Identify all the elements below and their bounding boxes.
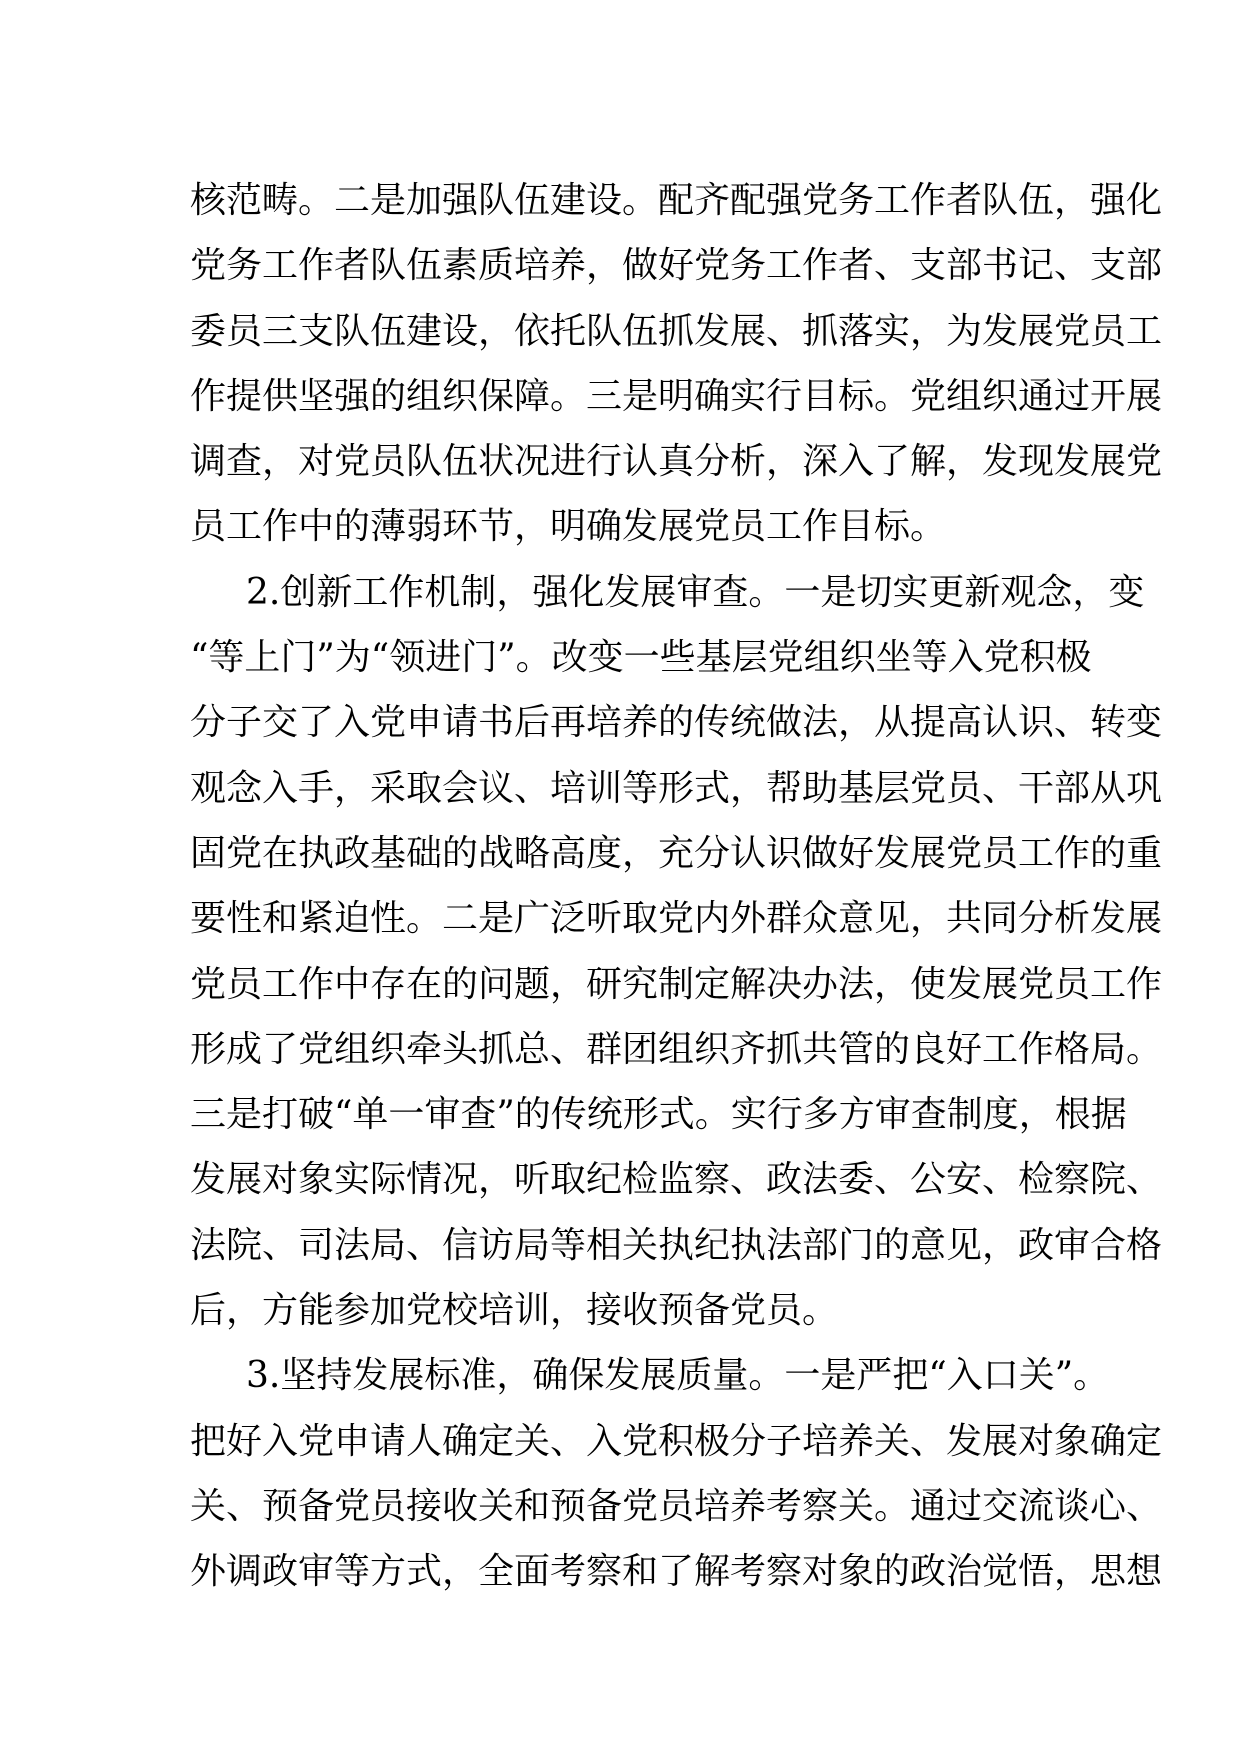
text-line: 外调政审等方式，全面考察和了解考察对象的政治觉悟，思想 (190, 1551, 1163, 1593)
text-line: 发展对象实际情况，听取纪检监察、政法委、公安、检察院、 (190, 1159, 1163, 1201)
text-line: 关、预备党员接收关和预备党员培养考察关。通过交流谈心、 (190, 1485, 1163, 1527)
text-line: 后，方能参加党校培训，接收预备党员。 (190, 1290, 839, 1332)
text-line: 委员三支队伍建设，依托队伍抓发展、抓落实，为发展党员工 (190, 310, 1163, 352)
text-line: 分子交了入党申请书后再培养的传统做法，从提高认识、转变 (190, 702, 1163, 744)
text-line: 3.坚持发展标准，确保发展质量。一是严把“入口关”。 (246, 1355, 1110, 1397)
text-line: “等上门”为“领进门”。改变一些基层党组织坐等入党积极 (190, 637, 1092, 679)
document-body (190, 168, 1163, 1605)
text-line: 2.创新工作机制，强化发展审查。一是切实更新观念，变 (246, 571, 1145, 613)
text-line: 核范畴。二是加强队伍建设。配齐配强党务工作者队伍，强化 (190, 180, 1163, 221)
text-line: 调查，对党员队伍状况进行认真分析，深入了解，发现发展党 (190, 441, 1163, 483)
text-line: 法院、司法局、信访局等相关执纪执法部门的意见，政审合格 (190, 1224, 1163, 1266)
text-line: 作提供坚强的组织保障。三是明确实行目标。党组织通过开展 (190, 375, 1163, 417)
text-line: 要性和紧迫性。二是广泛听取党内外群众意见，共同分析发展 (190, 898, 1163, 940)
text-line: 把好入党申请人确定关、入党积极分子培养关、发展对象确定 (190, 1420, 1163, 1462)
text-line: 形成了党组织牵头抓总、群团组织齐抓共管的良好工作格局。 (190, 1028, 1163, 1070)
text-line: 观念入手，采取会议、培训等形式，帮助基层党员、干部从巩 (190, 767, 1163, 809)
text-line: 三是打破“单一审查”的传统形式。实行多方审查制度，根据 (190, 1094, 1127, 1136)
text-line: 党员工作中存在的问题，研究制定解决办法，使发展党员工作 (190, 963, 1163, 1005)
text-line: 固党在执政基础的战略高度，充分认识做好发展党员工作的重 (190, 832, 1163, 874)
text-line: 员工作中的薄弱环节，明确发展党员工作目标。 (190, 506, 947, 548)
text-line: 党务工作者队伍素质培养，做好党务工作者、支部书记、支部 (190, 245, 1163, 287)
